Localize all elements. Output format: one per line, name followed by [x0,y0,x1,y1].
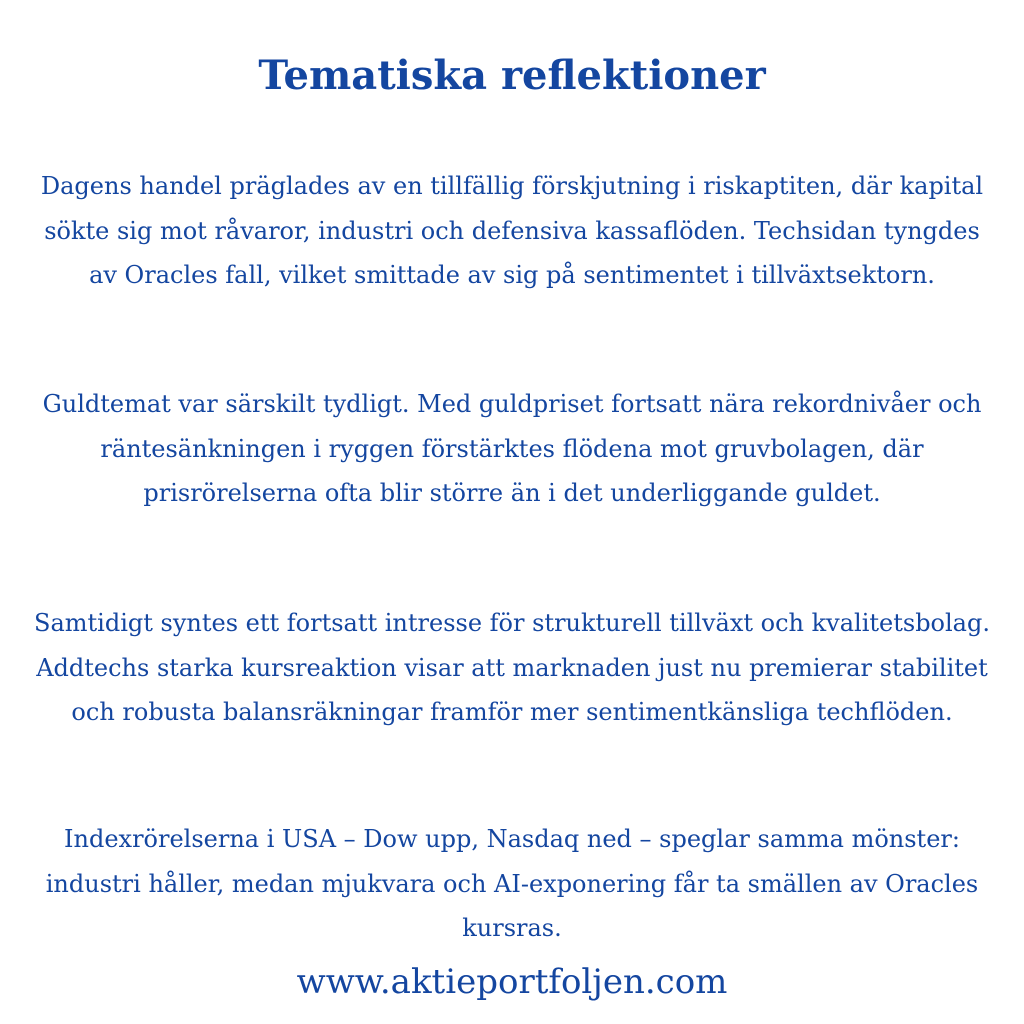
website-link[interactable]: www.aktieportfoljen.com [296,962,728,1002]
paragraph-quality-growth: Samtidigt syntes ett fortsatt intresse för strukturell tillväxt och kvalitetsbolag. Addtechs starka kursreaktion visar att marknaden just nu premierar stabilitet och robusta balansräkningar framför mer sentimentkänsliga techflöden. [34,609,990,726]
page-title: Tematiska reflektioner [258,52,766,99]
paragraph-risk-appetite: Dagens handel präglades av en tillfällig förskjutning i riskaptiten, där kapital sökte sig mot råvaror, industri och defensiva kassaflöden. Techsidan tyngdes av Oracles fall, vilket smittade av sig på sentimentet i tillväxtsektorn. [40,172,984,289]
paragraph-us-indices: Indexrörelserna i USA – Dow upp, Nasdaq ned – speglar samma mönster: industri håller, medan mjukvara och AI-exponering får ta smällen av Oracles kursras. [45,825,979,942]
paragraph-gold-theme: Guldtemat var särskilt tydligt. Med guldpriset fortsatt nära rekordnivåer och räntesänkningen i ryggen förstärktes flödena mot gruvbolagen, där prisrörelserna ofta blir större än i det underliggande guldet. [42,390,982,507]
